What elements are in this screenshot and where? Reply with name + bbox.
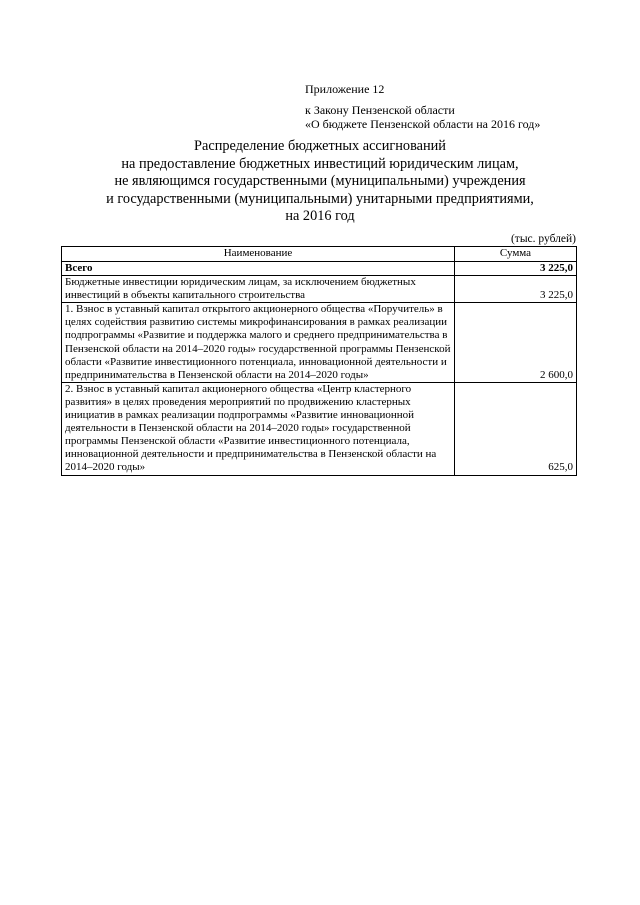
row-sum: 625,0: [455, 382, 577, 475]
table-row: [62, 382, 577, 475]
table-row: [62, 276, 577, 303]
title-line-5: на 2016 год: [285, 208, 355, 224]
header-sum: Сумма: [455, 247, 577, 262]
table-row: [62, 303, 577, 383]
appendix-header: [305, 82, 540, 132]
appendix-number: Приложение 12: [305, 82, 385, 96]
row-name: Бюджетные инвестиции юридическим лицам, за исключением бюджетных инвестиций в объекты капитального строительства: [62, 276, 455, 303]
row-sum: 3 225,0: [455, 262, 577, 276]
row-name: 1. Взнос в уставный капитал открытого акционерного общества «Поручитель» в целях содействия развитию системы микрофинансирования в рамках реализации подпрограммы «Развитие и поддержка малого и среднего предпринимательства в Пензенской области на 2014–2020 годы» государственной программы Пензенской области «Развитие инвестиционного потенциала, инновационной деятельности и предпринимательства в Пензенской области на 2014–2020 годы»: [62, 303, 455, 383]
appendix-law-reference: к Закону Пензенской области: [305, 102, 455, 117]
title-line-1: Распределение бюджетных ассигнований: [194, 138, 446, 154]
row-sum: 3 225,0: [455, 276, 577, 303]
row-sum: 2 600,0: [455, 303, 577, 383]
title-line-2: на предоставление бюджетных инвестиций юридическим лицам,: [121, 155, 519, 172]
document-title: [40, 138, 600, 226]
header-name: Наименование: [62, 247, 455, 262]
table-header-row: [62, 247, 577, 262]
budget-table: [61, 246, 577, 476]
units-note: (тыс. рублей): [510, 233, 576, 245]
row-name: Всего: [62, 262, 455, 276]
title-line-4: и государственными (муниципальными) унитарными предприятиями,: [106, 190, 534, 207]
table-row-total: [62, 262, 577, 276]
title-line-3: не являющимся государственными (муниципальными) учреждения: [114, 173, 526, 189]
row-name: 2. Взнос в уставный капитал акционерного общества «Центр кластерного развития» в целях проведения мероприятий по продвижению кластерных инициатив в рамках реализации подпрограммы «Развитие инновационной деятельности в Пензенской области на 2014–2020 годы» государственной программы Пензенской области «Развитие инвестиционного потенциала, инновационной деятельности и предпринимательства в Пензенской области на 2014–2020 годы»: [62, 382, 455, 475]
appendix-law-title: «О бюджете Пензенской области на 2016 год»: [305, 117, 541, 131]
